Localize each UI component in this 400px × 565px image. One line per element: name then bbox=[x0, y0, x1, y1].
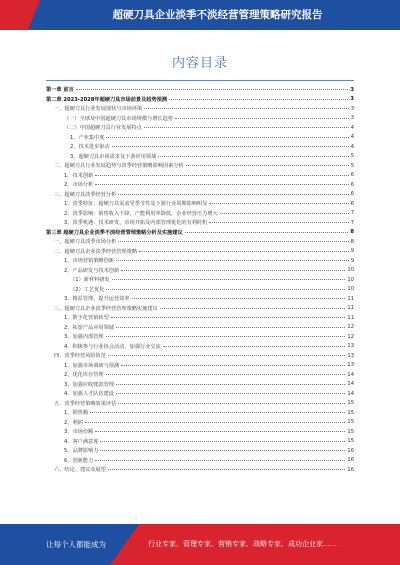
toc-entry-page: 9 bbox=[350, 257, 354, 264]
toc-entry-title: 5、品牌影响力 bbox=[64, 448, 99, 455]
toc-entry-page: 15 bbox=[347, 409, 354, 416]
toc-entry[interactable] bbox=[46, 199, 354, 209]
toc-entry-title: 第一章 前言 bbox=[46, 87, 74, 94]
toc-entry[interactable] bbox=[46, 275, 354, 285]
toc-entry-page: 10 bbox=[347, 276, 354, 283]
toc-entry-title: 2、拓宽产品应用领域 bbox=[64, 324, 114, 331]
toc-entry-page: 6 bbox=[350, 172, 354, 179]
toc-entry-page: 5 bbox=[350, 162, 354, 169]
toc-leader-dots bbox=[144, 127, 349, 128]
toc-leader-dots bbox=[220, 213, 349, 214]
toc-entry[interactable] bbox=[46, 209, 354, 219]
toc-leader-dots bbox=[116, 393, 345, 394]
toc-entry[interactable] bbox=[46, 266, 354, 276]
toc-entry-page: 3 bbox=[350, 105, 354, 112]
toc-entry-page: 13 bbox=[347, 343, 354, 350]
toc-leader-dots bbox=[100, 441, 345, 442]
toc-entry[interactable] bbox=[46, 408, 354, 418]
toc-entry-page: 4 bbox=[350, 134, 354, 141]
toc-entry-title: 六、结论、建议及展望 bbox=[54, 467, 106, 474]
toc-entry-page: 15 bbox=[347, 400, 354, 407]
toc-entry[interactable] bbox=[46, 370, 354, 380]
toc-entry-page: 11 bbox=[347, 305, 354, 312]
toc-entry[interactable] bbox=[46, 218, 354, 228]
toc-entry[interactable] bbox=[46, 361, 354, 371]
toc-leader-dots bbox=[106, 374, 346, 375]
toc-leader-dots bbox=[95, 431, 345, 432]
toc-entry-page: 7 bbox=[350, 219, 354, 226]
toc-entry[interactable] bbox=[46, 180, 354, 190]
toc-entry-page: 6 bbox=[350, 191, 354, 198]
toc-divider bbox=[46, 80, 354, 81]
toc-entry-title: 2、利润 bbox=[64, 419, 83, 426]
toc-leader-dots bbox=[116, 384, 345, 385]
toc-leader-dots bbox=[76, 89, 349, 90]
toc-leader-dots bbox=[95, 175, 348, 176]
toc-leader-dots bbox=[175, 118, 349, 119]
page-header bbox=[0, 0, 400, 30]
toc-entry[interactable] bbox=[46, 152, 354, 162]
toc-entry-page: 6 bbox=[350, 200, 354, 207]
toc-leader-dots bbox=[108, 469, 346, 470]
toc-entry-title: 2、优化库存管理 bbox=[64, 372, 104, 379]
toc-entry-page: 16 bbox=[347, 466, 354, 473]
toc-leader-dots bbox=[106, 336, 346, 337]
toc-entry-page: 12 bbox=[347, 333, 354, 340]
toc-entry-page: 3 bbox=[350, 96, 354, 103]
toc-entry-title: 1、技术创新 bbox=[64, 172, 94, 179]
toc-entry-page: 3 bbox=[350, 115, 354, 122]
toc-entry-page: 11 bbox=[347, 295, 354, 302]
toc-entry-title: 三、超硬刀具淡季经营分析 bbox=[54, 191, 117, 198]
toc-entry-title: 2、市场分析 bbox=[64, 182, 94, 189]
toc-entry[interactable] bbox=[46, 465, 354, 475]
toc-leader-dots bbox=[116, 260, 349, 261]
toc-entry[interactable] bbox=[46, 161, 354, 171]
toc-entry[interactable] bbox=[46, 389, 354, 399]
toc-entry-page: 3 bbox=[350, 86, 354, 93]
toc-entry-page: 10 bbox=[347, 267, 354, 274]
toc-entry-title: 3、超硬刀具市场需求及下游应用领域 bbox=[70, 153, 157, 160]
toc-leader-dots bbox=[160, 308, 346, 309]
toc-entry[interactable] bbox=[46, 123, 354, 133]
toc-entry[interactable] bbox=[46, 256, 354, 266]
toc-leader-dots bbox=[121, 270, 345, 271]
toc-entry[interactable] bbox=[46, 418, 354, 428]
toc-entry-page: 14 bbox=[347, 371, 354, 378]
toc-entry-title: 二、超硬刀具行业发展趋势与淡季经营策略影响因素分析 bbox=[54, 163, 184, 170]
toc-entry-page: 4 bbox=[350, 124, 354, 131]
toc-entry-title: 3、加强内部管理 bbox=[64, 334, 104, 341]
toc-entry-page: 16 bbox=[347, 457, 354, 464]
toc-entry[interactable] bbox=[46, 114, 354, 124]
toc-entry[interactable] bbox=[46, 437, 354, 447]
toc-entry-page: 14 bbox=[347, 381, 354, 388]
toc-entry-title: 1、加强市场调研与预测 bbox=[64, 362, 120, 369]
toc-entry[interactable] bbox=[46, 342, 354, 352]
toc-entry-title: 五、淡季经营策略效果评估 bbox=[54, 400, 117, 407]
toc-leader-dots bbox=[90, 412, 345, 413]
toc-leader-dots bbox=[108, 355, 346, 356]
toc-leader-dots bbox=[111, 317, 346, 318]
toc-entry[interactable] bbox=[46, 104, 354, 114]
toc-leader-dots bbox=[118, 403, 345, 404]
toc-entry[interactable] bbox=[46, 237, 354, 247]
toc-entry[interactable] bbox=[46, 456, 354, 466]
toc-entry-title: 4、客户满意度 bbox=[64, 438, 99, 445]
toc-entry[interactable] bbox=[46, 332, 354, 342]
toc-entry[interactable] bbox=[46, 171, 354, 181]
toc-entry[interactable] bbox=[46, 427, 354, 437]
toc-entry-title: （一）全球及中国超硬刀具市场规模与增长趋势 bbox=[64, 115, 173, 122]
toc-entry-title: 1、产业集中度 bbox=[70, 134, 105, 141]
toc-entry-title: 3、精益管理，提升运营效率 bbox=[64, 296, 130, 303]
toc-leader-dots bbox=[121, 365, 345, 366]
toc-entry-title: 3、市场份额 bbox=[64, 429, 94, 436]
toc-entry-title: 2、产品研发与技术创新 bbox=[64, 267, 120, 274]
toc-leader-dots bbox=[95, 460, 345, 461]
toc-entry-title: （二）中国超硬刀具行业发展特点 bbox=[64, 125, 142, 132]
toc-entry[interactable] bbox=[46, 85, 354, 95]
toc-entry-page: 8 bbox=[350, 229, 354, 236]
toc-leader-dots bbox=[186, 165, 349, 166]
toc-entry-page: 13 bbox=[347, 352, 354, 359]
toc-entry-title: 第三章 超硬刀具企业淡季不淡经营管理策略分析及实施建议 bbox=[46, 229, 183, 236]
toc-leader-dots bbox=[158, 156, 348, 157]
toc-entry-page: 9 bbox=[350, 248, 354, 255]
toc-entry-page: 11 bbox=[347, 314, 354, 321]
toc-entry[interactable] bbox=[46, 190, 354, 200]
toc-entry-page: 5 bbox=[350, 153, 354, 160]
toc-entry[interactable] bbox=[46, 313, 354, 323]
toc-leader-dots bbox=[116, 327, 345, 328]
toc-entry-page: 15 bbox=[347, 419, 354, 426]
toc-entry-page: 14 bbox=[347, 390, 354, 397]
toc-entry-page: 6 bbox=[350, 181, 354, 188]
toc-entry-page: 13 bbox=[347, 362, 354, 369]
toc-entry-title: 3、淡季机遇：技术研发、市场开拓及内部管理优化的有利时机 bbox=[64, 220, 208, 227]
toc-entry[interactable] bbox=[46, 351, 354, 361]
toc-entry-page: 15 bbox=[347, 438, 354, 445]
footer-slogan: 让每个人都能成为 bbox=[46, 540, 106, 549]
toc-leader-dots bbox=[118, 194, 348, 195]
toc-entry-page: 12 bbox=[347, 324, 354, 331]
toc-entry-title: 1、市场营销策略创新 bbox=[64, 258, 114, 265]
footer-roles: 行业专家、管理专家、营销专家、战略专家、成功企业家…… bbox=[148, 540, 337, 548]
toc-entry-title: 4、加强人才队伍建设 bbox=[64, 391, 114, 398]
toc-entry-title: 2、淡季影响：销售收入下降，产能利用率降低，企业经营压力增大 bbox=[64, 210, 218, 217]
toc-leader-dots bbox=[106, 137, 348, 138]
toc-entry-title: 二、超硬刀具企业淡季经营管理策略 bbox=[54, 248, 138, 255]
toc-entry-page: 4 bbox=[350, 143, 354, 150]
toc-entry-page: 7 bbox=[350, 210, 354, 217]
toc-entry[interactable] bbox=[46, 285, 354, 295]
toc-entry-title: （2）工艺优化 bbox=[70, 286, 105, 293]
toc-entry-title: （1）新材料研发 bbox=[70, 277, 110, 284]
toc-leader-dots bbox=[112, 146, 349, 147]
toc-leader-dots bbox=[132, 298, 346, 299]
toc-entry-title: 2、技术进步驱动 bbox=[70, 144, 110, 151]
toc-leader-dots bbox=[118, 241, 348, 242]
toc-leader-dots bbox=[209, 222, 348, 223]
toc-leader-dots bbox=[144, 108, 348, 109]
toc-leader-dots bbox=[185, 232, 349, 233]
toc-heading: 内容目录 bbox=[171, 56, 228, 71]
toc-leader-dots bbox=[209, 203, 348, 204]
toc-leader-dots bbox=[112, 279, 346, 280]
toc-entry[interactable] bbox=[46, 95, 354, 105]
toc-entry[interactable] bbox=[46, 323, 354, 333]
toc-leader-dots bbox=[106, 289, 345, 290]
toc-entry-title: 一、超硬刀具淡季市场分析 bbox=[54, 239, 117, 246]
toc-entry[interactable] bbox=[46, 294, 354, 304]
toc-entry[interactable] bbox=[46, 247, 354, 257]
toc-entry-title: 三、超硬刀具企业淡季经营管理策略实施建议 bbox=[54, 305, 158, 312]
toc-entry[interactable] bbox=[46, 142, 354, 152]
toc-leader-dots bbox=[95, 184, 348, 185]
toc-entry-page: 8 bbox=[350, 238, 354, 245]
toc-entry-title: 四、淡季经营风险防范 bbox=[54, 353, 106, 360]
toc-entry-title: 3、加强应收账款管理 bbox=[64, 381, 114, 388]
toc-leader-dots bbox=[85, 422, 346, 423]
report-title: 超硬刀具企业淡季不淡经营管理策略研究报告 bbox=[112, 9, 323, 21]
toc-entry[interactable] bbox=[46, 228, 354, 238]
toc-entry-title: 一、超硬刀具行业发展现状与市场环境 bbox=[54, 106, 143, 113]
toc-entry[interactable] bbox=[46, 304, 354, 314]
toc-entry[interactable] bbox=[46, 133, 354, 143]
page-footer bbox=[0, 524, 400, 565]
toc-entry[interactable] bbox=[46, 380, 354, 390]
toc-entry-title: 6、创新能力 bbox=[64, 457, 94, 464]
toc-entry-title: 1、数字化营销转型 bbox=[64, 315, 109, 322]
toc-entry[interactable] bbox=[46, 446, 354, 456]
toc-leader-dots bbox=[100, 450, 345, 451]
toc-leader-dots bbox=[169, 99, 348, 100]
toc-entry-title: 1、销售额 bbox=[64, 410, 89, 417]
toc-entry-page: 16 bbox=[347, 447, 354, 454]
toc-leader-dots bbox=[163, 346, 346, 347]
toc-entry-title: 4、积极参与行业协会活动，加强行业交流 bbox=[64, 343, 161, 350]
toc-entry-title: 第二章 2023-2028年超硬刀具市场前景及趋势预测 bbox=[46, 96, 168, 103]
toc-entry-page: 15 bbox=[347, 428, 354, 435]
toc-entry[interactable] bbox=[46, 399, 354, 409]
table-of-contents bbox=[46, 85, 354, 475]
toc-leader-dots bbox=[139, 251, 349, 252]
toc-entry-title: 1、淡季特征：超硬刀具需求受季节性及下游行业周期影响明显 bbox=[64, 201, 208, 208]
toc-entry-page: 10 bbox=[347, 286, 354, 293]
